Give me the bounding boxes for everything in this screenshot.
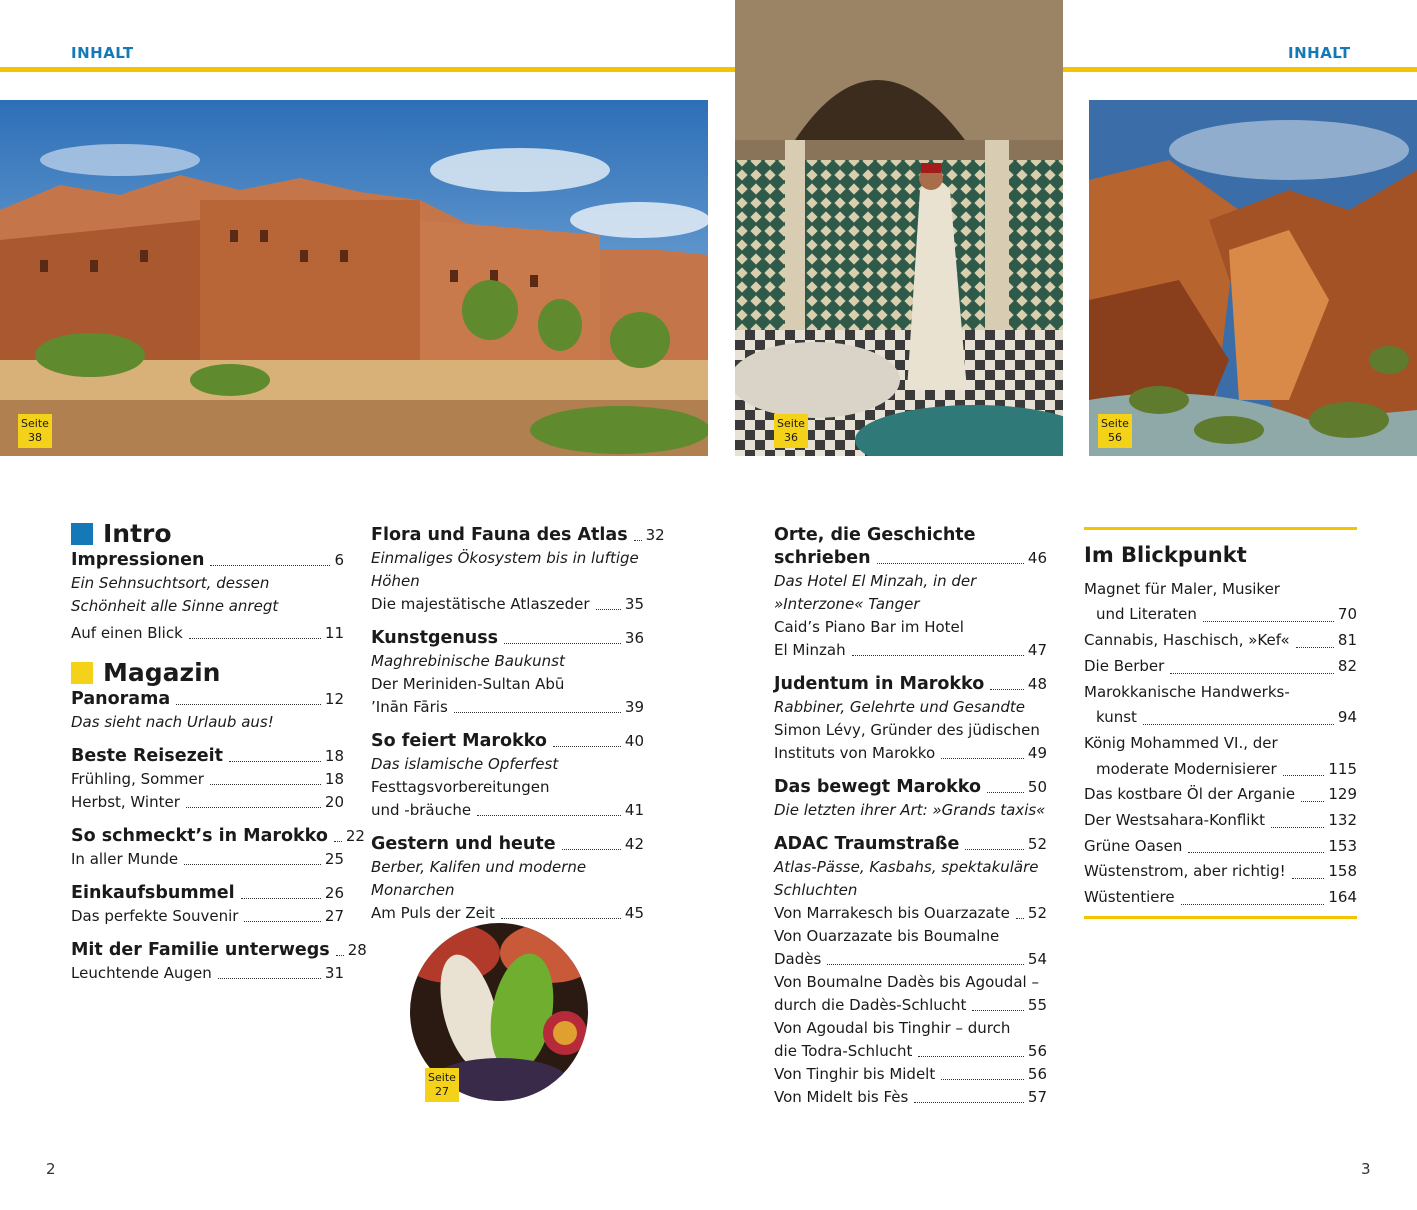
- section-magazin: [71, 658, 344, 687]
- section-title-magazin: Magazin: [103, 658, 221, 687]
- entry-subtitle: In aller Munde: [71, 850, 179, 868]
- entry-page: 42: [624, 835, 644, 853]
- entry-page: 39: [624, 698, 644, 716]
- header-rule-left: [0, 67, 735, 72]
- entry-page: 52: [1027, 904, 1047, 922]
- entry-page: 54: [1027, 950, 1047, 968]
- entry-title: Die Berber: [1084, 656, 1165, 675]
- entry-page: 81: [1337, 631, 1357, 650]
- toc-entry-reisezeit[interactable]: [71, 745, 344, 814]
- entry-page: 31: [324, 964, 344, 982]
- entry-subtitle: Ein Sehnsuchtsort, dessen Schönheit alle Sinne anregt: [71, 574, 279, 615]
- entry-page: 25: [324, 850, 344, 868]
- route-entry: Von Ouarzazate bis Boumalne: [774, 927, 1000, 945]
- badge-label: Seite: [21, 417, 49, 430]
- page-number-right: 3: [1361, 1160, 1371, 1178]
- toc-entry-blick[interactable]: [71, 622, 344, 645]
- entry-title: ADAC Traumstraße: [774, 834, 960, 854]
- entry-title: Beste Reisezeit: [71, 746, 223, 766]
- toc-entry-kunst[interactable]: [371, 627, 644, 719]
- blickpunkt-rule-bottom: [1084, 916, 1357, 919]
- entry-page: 57: [1027, 1088, 1047, 1106]
- entry-page: 52: [1027, 835, 1047, 853]
- toc-entry-gestern[interactable]: [371, 833, 644, 925]
- entry-subtitle: Leuchtende Augen: [71, 964, 212, 982]
- badge-page: 56: [1108, 431, 1122, 444]
- entry-title: Auf einen Blick: [71, 624, 183, 642]
- entry-subtitle: Rabbiner, Gelehrte und Gesandte: [774, 698, 1025, 716]
- entry-title: Cannabis, Haschisch, »Kef«: [1084, 631, 1290, 650]
- toc-entry-orte[interactable]: [774, 524, 1047, 662]
- entry-page: 46: [1027, 549, 1047, 567]
- entry-title: Das bewegt Marokko: [774, 777, 981, 797]
- blickpunkt-entry[interactable]: [1084, 654, 1357, 680]
- entry-title: Flora und Fauna des Atlas: [371, 525, 628, 545]
- entry-subtitle: Berber, Kalifen und moderne Monarchen: [371, 858, 587, 899]
- toc-column-1: [71, 519, 367, 996]
- entry-subtitle: Einmaliges Ökosystem bis in luftige Höhen: [371, 549, 639, 590]
- route-entry: die Todra-Schlucht: [774, 1042, 913, 1060]
- entry-page: 27: [324, 907, 344, 925]
- entry-page: 32: [645, 526, 665, 544]
- blickpunkt-entry[interactable]: [1084, 885, 1357, 911]
- entry-title: Mit der Familie unterwegs: [71, 940, 330, 960]
- kasbah-page-badge: [18, 414, 52, 448]
- entry-page: 35: [624, 595, 644, 613]
- gorge-photo: [1089, 100, 1417, 456]
- route-entry: Von Agoudal bis Tinghir – durch: [774, 1019, 1011, 1037]
- toc-entry-impressionen[interactable]: [71, 549, 344, 645]
- entry-page: 129: [1328, 785, 1357, 804]
- entry-subtitle: ’Inān Fāris: [371, 698, 448, 716]
- entry-page: 28: [347, 941, 367, 959]
- toc-entry-adac[interactable]: [774, 833, 1047, 1109]
- toc-entry-panorama[interactable]: [71, 688, 344, 734]
- toc-entry-flora[interactable]: [371, 524, 665, 616]
- entry-title: moderate Modernisierer: [1096, 759, 1277, 778]
- entry-subtitle: Caid’s Piano Bar im Hotel: [774, 618, 964, 636]
- badge-page: 36: [784, 431, 798, 444]
- entry-subtitle: Frühling, Sommer: [71, 770, 204, 788]
- entry-title: Kunstgenuss: [371, 628, 499, 648]
- entry-subtitle: Simon Lévy, Gründer des jüdischen: [774, 721, 1040, 739]
- gorge-page-badge: [1098, 414, 1132, 448]
- route-entry: Von Midelt bis Fès: [774, 1088, 909, 1106]
- palace-photo: [735, 0, 1063, 456]
- blickpunkt-entry[interactable]: [1084, 628, 1357, 654]
- entry-title: Wüstenstrom, aber richtig!: [1084, 862, 1286, 881]
- blickpunkt-title: Im Blickpunkt: [1084, 543, 1247, 567]
- entry-subtitle: Das Hotel El Minzah, in der »Interzone« Tanger: [774, 572, 977, 613]
- entry-title: kunst: [1096, 708, 1137, 727]
- toc-entry-bewegt[interactable]: [774, 776, 1047, 822]
- badge-page: 38: [28, 431, 42, 444]
- page-number-left: 2: [46, 1160, 56, 1178]
- entry-title: Impressionen: [71, 550, 205, 570]
- blickpunkt-entry[interactable]: [1084, 808, 1357, 834]
- entry-title: Grüne Oasen: [1084, 836, 1183, 855]
- header-rule-right: [1063, 67, 1417, 72]
- entry-title: Gestern und heute: [371, 834, 556, 854]
- blickpunkt-entry[interactable]: [1084, 577, 1357, 628]
- entry-subtitle: Maghrebinische Baukunst: [371, 652, 565, 670]
- entry-page: 48: [1027, 675, 1047, 693]
- entry-title: Das kostbare Öl der Arganie: [1084, 785, 1296, 804]
- entry-subtitle: Das islamische Opferfest: [371, 755, 559, 773]
- entry-subtitle: El Minzah: [774, 641, 846, 659]
- entry-subtitle: Am Puls der Zeit: [371, 904, 495, 922]
- route-entry: Von Boumalne Dadès bis Agoudal –: [774, 973, 1039, 991]
- entry-subtitle: Das perfekte Souvenir: [71, 907, 239, 925]
- entry-subtitle: Der Meriniden-Sultan Abū: [371, 675, 565, 693]
- entry-title: So feiert Marokko: [371, 731, 547, 751]
- entry-page: 26: [324, 884, 344, 902]
- entry-subtitle: Atlas-Pässe, Kasbahs, spektakuläre Schluchten: [774, 858, 1039, 899]
- entry-page: 11: [324, 624, 344, 642]
- entry-title: Panorama: [71, 689, 171, 709]
- blickpunkt-entry[interactable]: [1084, 731, 1357, 782]
- entry-title: schrieben: [774, 548, 871, 568]
- entry-page: 153: [1328, 836, 1357, 855]
- toc-entry-familie[interactable]: [71, 939, 367, 985]
- entry-subtitle: Die majestätische Atlaszeder: [371, 595, 590, 613]
- entry-title: Magnet für Maler, Musiker: [1084, 579, 1280, 598]
- entry-page: 20: [324, 793, 344, 811]
- entry-page: 6: [334, 551, 344, 569]
- entry-title: König Mohammed VI., der: [1084, 733, 1278, 752]
- section-intro: [71, 519, 344, 548]
- entry-page: 94: [1337, 708, 1357, 727]
- entry-title: So schmeckt’s in Marokko: [71, 826, 328, 846]
- entry-page: 50: [1027, 778, 1047, 796]
- blickpunkt-entry[interactable]: [1084, 834, 1357, 860]
- entry-page: 18: [324, 747, 344, 765]
- entry-page: 164: [1328, 888, 1357, 907]
- toc-entry-feiert[interactable]: [371, 730, 644, 822]
- intro-square: [71, 523, 93, 545]
- entry-page: 12: [324, 690, 344, 708]
- route-entry: Dadès: [774, 950, 822, 968]
- kasbah-photo: [0, 100, 708, 456]
- blickpunkt-entry[interactable]: [1084, 680, 1357, 731]
- toc-column-4: [1084, 543, 1357, 911]
- entry-title: Einkaufsbummel: [71, 883, 235, 903]
- entry-title: Judentum in Marokko: [774, 674, 985, 694]
- entry-page: 47: [1027, 641, 1047, 659]
- blickpunkt-rule-top: [1084, 527, 1357, 530]
- entry-page: 41: [624, 801, 644, 819]
- entry-page: 70: [1337, 605, 1357, 624]
- entry-page: 36: [624, 629, 644, 647]
- toc-entry-schmeckt[interactable]: [71, 825, 365, 871]
- route-entry: Von Tinghir bis Midelt: [774, 1065, 936, 1083]
- entry-page: 132: [1328, 811, 1357, 830]
- route-entry: durch die Dadès-Schlucht: [774, 996, 967, 1014]
- magazin-square: [71, 662, 93, 684]
- header-left: INHALT: [71, 44, 134, 62]
- entry-title: Marokkanische Handwerks-: [1084, 682, 1290, 701]
- section-title-intro: Intro: [103, 519, 172, 548]
- blickpunkt-list: [1084, 577, 1357, 911]
- route-entry: Von Marrakesch bis Ouarzazate: [774, 904, 1010, 922]
- toc-entry-judentum[interactable]: [774, 673, 1047, 765]
- entry-page: 115: [1328, 759, 1357, 778]
- entry-subtitle: Die letzten ihrer Art: »Grands taxis«: [774, 801, 1046, 819]
- entry-subtitle: Herbst, Winter: [71, 793, 180, 811]
- entry-page: 56: [1027, 1065, 1047, 1083]
- toc-entry-einkauf[interactable]: [71, 882, 344, 928]
- entry-subtitle: und -bräuche: [371, 801, 472, 819]
- entry-subtitle: Das sieht nach Urlaub aus!: [71, 713, 274, 731]
- slippers-page-badge: [425, 1068, 459, 1102]
- entry-subtitle: Instituts von Marokko: [774, 744, 936, 762]
- header-right: INHALT: [1288, 44, 1351, 62]
- badge-page: 27: [435, 1085, 449, 1098]
- entry-page: 56: [1027, 1042, 1047, 1060]
- entry-page: 158: [1328, 862, 1357, 881]
- entry-title: Wüstentiere: [1084, 888, 1175, 907]
- badge-label: Seite: [428, 1071, 456, 1084]
- entry-page: 82: [1337, 656, 1357, 675]
- toc-column-3: [774, 524, 1047, 1120]
- toc-column-2: [371, 524, 665, 936]
- badge-label: Seite: [777, 417, 805, 430]
- entry-title: Der Westsahara-Konflikt: [1084, 811, 1266, 830]
- palace-page-badge: [774, 414, 808, 448]
- badge-label: Seite: [1101, 417, 1129, 430]
- entry-page: 49: [1027, 744, 1047, 762]
- entry-subtitle: Festtagsvorbereitungen: [371, 778, 550, 796]
- entry-page: 40: [624, 732, 644, 750]
- entry-page: 18: [324, 770, 344, 788]
- entry-page: 55: [1027, 996, 1047, 1014]
- entry-title: Orte, die Geschichte: [774, 525, 976, 545]
- entry-page: 45: [624, 904, 644, 922]
- blickpunkt-entry[interactable]: [1084, 859, 1357, 885]
- blickpunkt-entry[interactable]: [1084, 782, 1357, 808]
- entry-page: 22: [345, 827, 365, 845]
- entry-title: und Literaten: [1096, 605, 1197, 624]
